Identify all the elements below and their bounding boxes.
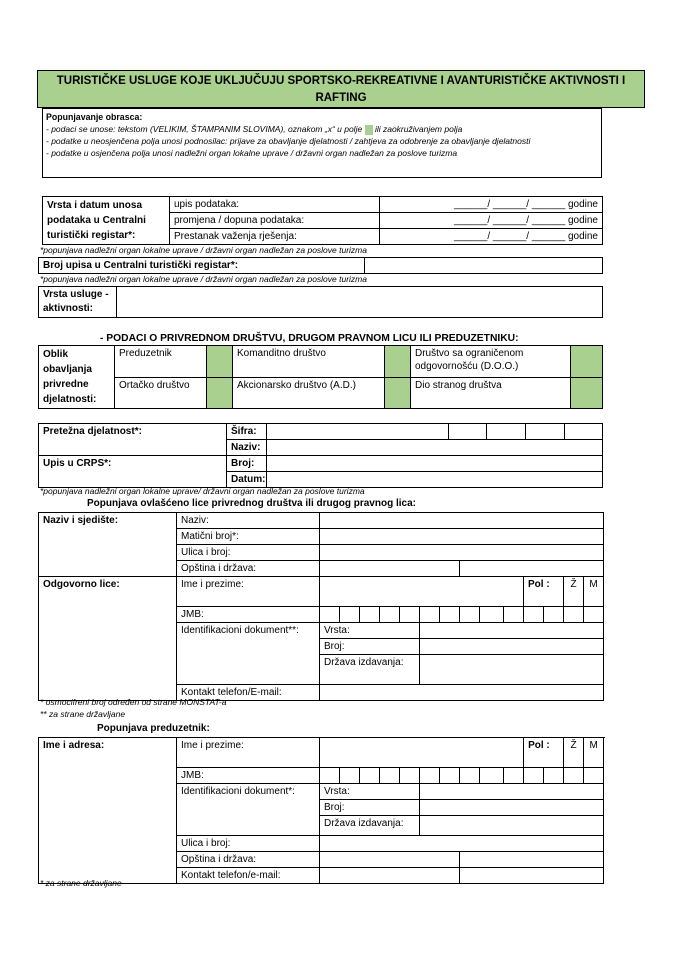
jmb-label: JMB: xyxy=(177,607,320,623)
entrepreneur-note: * za strane državljane xyxy=(40,878,122,888)
entrepreneur-table xyxy=(38,737,604,884)
instruction-line xyxy=(46,123,598,135)
registry-row-label: promjena / dopuna podataka: xyxy=(170,213,380,229)
form-option-box[interactable] xyxy=(207,346,233,378)
ime-field[interactable] xyxy=(320,738,524,768)
registry-number-table xyxy=(38,257,603,274)
contact-field-2[interactable] xyxy=(460,868,604,884)
jmb-digit[interactable] xyxy=(584,607,604,623)
gender-m-option[interactable]: M xyxy=(584,577,604,607)
jmb-digit[interactable] xyxy=(360,607,380,623)
jmb-digit[interactable] xyxy=(440,768,460,784)
jmb-digit[interactable] xyxy=(524,607,544,623)
responsible-label: Odgovorno lice: xyxy=(39,577,177,701)
legal-note: ** za strane državljane xyxy=(40,709,126,719)
name-address-label: Ime i adresa: xyxy=(39,738,177,884)
jmb-digit[interactable] xyxy=(524,768,544,784)
form-option-label: Društvo sa ograničenom odgovornošću (D.O.O.) xyxy=(411,346,571,378)
form-option-box[interactable] xyxy=(385,346,411,378)
opstina-field-2[interactable] xyxy=(460,561,604,577)
form-option-box[interactable] xyxy=(571,377,603,409)
instruction-line: - podatke u osjenčena polja unosi nadležni organ lokalne uprave / državni organ nadležan za poslove turizma xyxy=(46,148,458,158)
vrsta-field[interactable] xyxy=(420,623,604,639)
vrsta-field[interactable] xyxy=(420,784,604,800)
drzava-field[interactable] xyxy=(420,816,604,836)
jmb-digit[interactable] xyxy=(460,607,480,623)
maticni-field[interactable] xyxy=(320,529,604,545)
registry-label: Vrsta i datum unosa podataka u Centralni turistički registar*: xyxy=(43,197,170,245)
company-note: *popunjava nadležni organ lokalne uprave/ državni organ nadležan za poslove turizma xyxy=(40,486,365,496)
vrsta-label: Vrsta: xyxy=(320,623,420,639)
jmb-digit[interactable] xyxy=(400,607,420,623)
ulica-field[interactable] xyxy=(320,836,604,852)
id-doc-label: Identifikacioni dokument*: xyxy=(177,784,320,836)
drzava-label: Država izdavanja: xyxy=(320,816,420,836)
broj-label: Broj: xyxy=(227,456,267,472)
datum-label: Datum: xyxy=(227,472,267,488)
contact-label: Kontakt telefon/e-mail: xyxy=(177,868,320,884)
form-option-box[interactable] xyxy=(207,377,233,409)
broj-label: Broj: xyxy=(320,800,420,816)
pol-label: Pol : xyxy=(524,738,564,768)
jmb-digit[interactable] xyxy=(544,607,564,623)
registry-date-field[interactable]: ______/ ______/ ______ godine xyxy=(380,213,603,229)
naziv-field[interactable] xyxy=(320,513,604,529)
activity-table xyxy=(38,423,603,488)
opstina-label: Opština i država: xyxy=(177,852,320,868)
ulica-label: Ulica i broj: xyxy=(177,836,320,852)
jmb-digit[interactable] xyxy=(564,607,584,623)
gender-m-option[interactable]: M xyxy=(584,738,604,768)
service-table xyxy=(38,286,603,318)
registry-note: *popunjava nadležni organ lokalne uprave / državni organ nadležan za poslove turizma xyxy=(40,245,367,255)
jmb-digit[interactable] xyxy=(420,768,440,784)
jmb-digit[interactable] xyxy=(340,768,360,784)
form-option-label: Akcionarsko društvo (A.D.) xyxy=(233,377,385,409)
instruction-text: - podaci se unose: tekstom (VELIKIM, ŠTAMPANIM SLOVIMA), oznakom „x“ u polje xyxy=(46,124,363,134)
drzava-label: Država izdavanja: xyxy=(320,655,420,685)
ulica-field[interactable] xyxy=(320,545,604,561)
broj-field[interactable] xyxy=(420,639,604,655)
registry-number-label: Broj upisa u Centralni turistički registar*: xyxy=(39,258,365,274)
sifra-digit[interactable] xyxy=(526,424,565,440)
registry-date-field[interactable]: ______/ ______/ ______ godine xyxy=(380,197,603,213)
ime-label: Ime i prezime: xyxy=(177,577,320,607)
legal-heading: Popunjava ovlašćeno lice privrednog društva ili drugog pravnog lica: xyxy=(87,498,416,509)
jmb-digit[interactable] xyxy=(504,607,524,623)
maticni-label: Matični broj*: xyxy=(177,529,320,545)
broj-field[interactable] xyxy=(420,800,604,816)
jmb-digit[interactable] xyxy=(504,768,524,784)
checkbox-sample-icon xyxy=(365,125,373,135)
service-field[interactable] xyxy=(117,287,603,318)
jmb-digit[interactable] xyxy=(564,768,584,784)
jmb-digit[interactable] xyxy=(420,607,440,623)
id-doc-label: Identifikacioni dokument**: xyxy=(177,623,320,685)
jmb-digit[interactable] xyxy=(320,607,340,623)
main-activity-label: Pretežna djelatnost*: xyxy=(39,424,227,456)
jmb-digit[interactable] xyxy=(320,768,340,784)
registry-row-label: upis podataka: xyxy=(170,197,380,213)
opstina-field[interactable] xyxy=(320,561,460,577)
jmb-digit[interactable] xyxy=(480,768,504,784)
jmb-digit[interactable] xyxy=(400,768,420,784)
jmb-label: JMB: xyxy=(177,768,320,784)
jmb-digit[interactable] xyxy=(584,768,604,784)
contact-label: Kontakt telefon/E-mail: xyxy=(177,685,320,701)
jmb-digit[interactable] xyxy=(460,768,480,784)
registry-note: *popunjava nadležni organ lokalne uprave / državni organ nadležan za poslove turizma xyxy=(40,274,367,284)
naziv-field[interactable] xyxy=(267,440,603,456)
registry-number-field[interactable] xyxy=(365,258,603,274)
form-option-label: Dio stranog društva xyxy=(411,377,571,409)
contact-field[interactable] xyxy=(320,868,460,884)
naziv-label: Naziv: xyxy=(227,440,267,456)
pol-label: Pol : xyxy=(524,577,564,607)
jmb-digit[interactable] xyxy=(380,607,400,623)
instructions-box xyxy=(42,108,602,178)
jmb-digit[interactable] xyxy=(340,607,360,623)
company-heading: - PODACI O PRIVREDNOM DRUŠTVU, DRUGOM PRAVNOM LICU ILI PREDUZETNIKU: xyxy=(100,333,519,344)
company-form-table xyxy=(38,345,603,409)
sifra-digit[interactable] xyxy=(449,424,487,440)
registry-date-field[interactable]: ______/ ______/ ______ godine xyxy=(380,229,603,245)
registry-row-label: Prestanak važenja rješenja: xyxy=(170,229,380,245)
naziv-label: Naziv: xyxy=(177,513,320,529)
instruction-line: - podatke u neosjenčena polja unosi podnosilac: prijave za obavljanje djelatnosti / zahtjeva za odobrenje za obavljanje djelatnosti xyxy=(46,136,531,146)
jmb-digit[interactable] xyxy=(544,768,564,784)
opstina-field-2[interactable] xyxy=(460,852,604,868)
jmb-digit[interactable] xyxy=(480,607,504,623)
service-label: Vrsta usluge - aktivnosti: xyxy=(39,287,117,318)
vrsta-label: Vrsta: xyxy=(320,784,420,800)
ulica-label: Ulica i broj: xyxy=(177,545,320,561)
ime-label: Ime i prezime: xyxy=(177,738,320,768)
opstina-field[interactable] xyxy=(320,852,460,868)
form-option-label: Preduzetnik xyxy=(115,346,207,378)
legal-note: * osmocifreni broj određen od strane MONSTAT-a xyxy=(40,697,227,707)
crps-label: Upis u CRPS*: xyxy=(39,456,227,488)
jmb-digit[interactable] xyxy=(440,607,460,623)
form-option-box[interactable] xyxy=(385,377,411,409)
form-option-label: Komanditno društvo xyxy=(233,346,385,378)
gender-f-option[interactable]: Ž xyxy=(564,577,584,607)
instruction-text: ili zaokruživanjem polja xyxy=(374,124,463,134)
form-title: TURISTIČKE USLUGE KOJE UKLJUČUJU SPORTSKO-REKREATIVNE I AVANTURISTIČKE AKTIVNOSTI I RAFTING xyxy=(37,70,645,108)
legal-table xyxy=(38,512,604,701)
broj-field[interactable] xyxy=(267,456,603,472)
sifra-label: Šifra: xyxy=(227,424,267,440)
name-seat-label: Naziv i sjedište: xyxy=(39,513,177,577)
opstina-label: Opština i država: xyxy=(177,561,320,577)
gender-f-option[interactable]: Ž xyxy=(564,738,584,768)
sifra-field[interactable] xyxy=(267,424,449,440)
contact-field[interactable] xyxy=(320,685,604,701)
sifra-digit[interactable] xyxy=(565,424,603,440)
form-option-box[interactable] xyxy=(571,346,603,378)
sifra-digit[interactable] xyxy=(487,424,526,440)
entrepreneur-heading: Popunjava preduzetnik: xyxy=(97,723,210,734)
jmb-digit[interactable] xyxy=(380,768,400,784)
ime-field[interactable] xyxy=(320,577,524,607)
form-option-label: Ortačko društvo xyxy=(115,377,207,409)
registry-table xyxy=(42,196,603,245)
instructions-heading: Popunjavanje obrasca: xyxy=(46,112,143,122)
jmb-digit[interactable] xyxy=(360,768,380,784)
broj-label: Broj: xyxy=(320,639,420,655)
company-form-label: Oblik obavljanja privredne djelatnosti: xyxy=(39,346,115,409)
drzava-field[interactable] xyxy=(420,655,604,685)
